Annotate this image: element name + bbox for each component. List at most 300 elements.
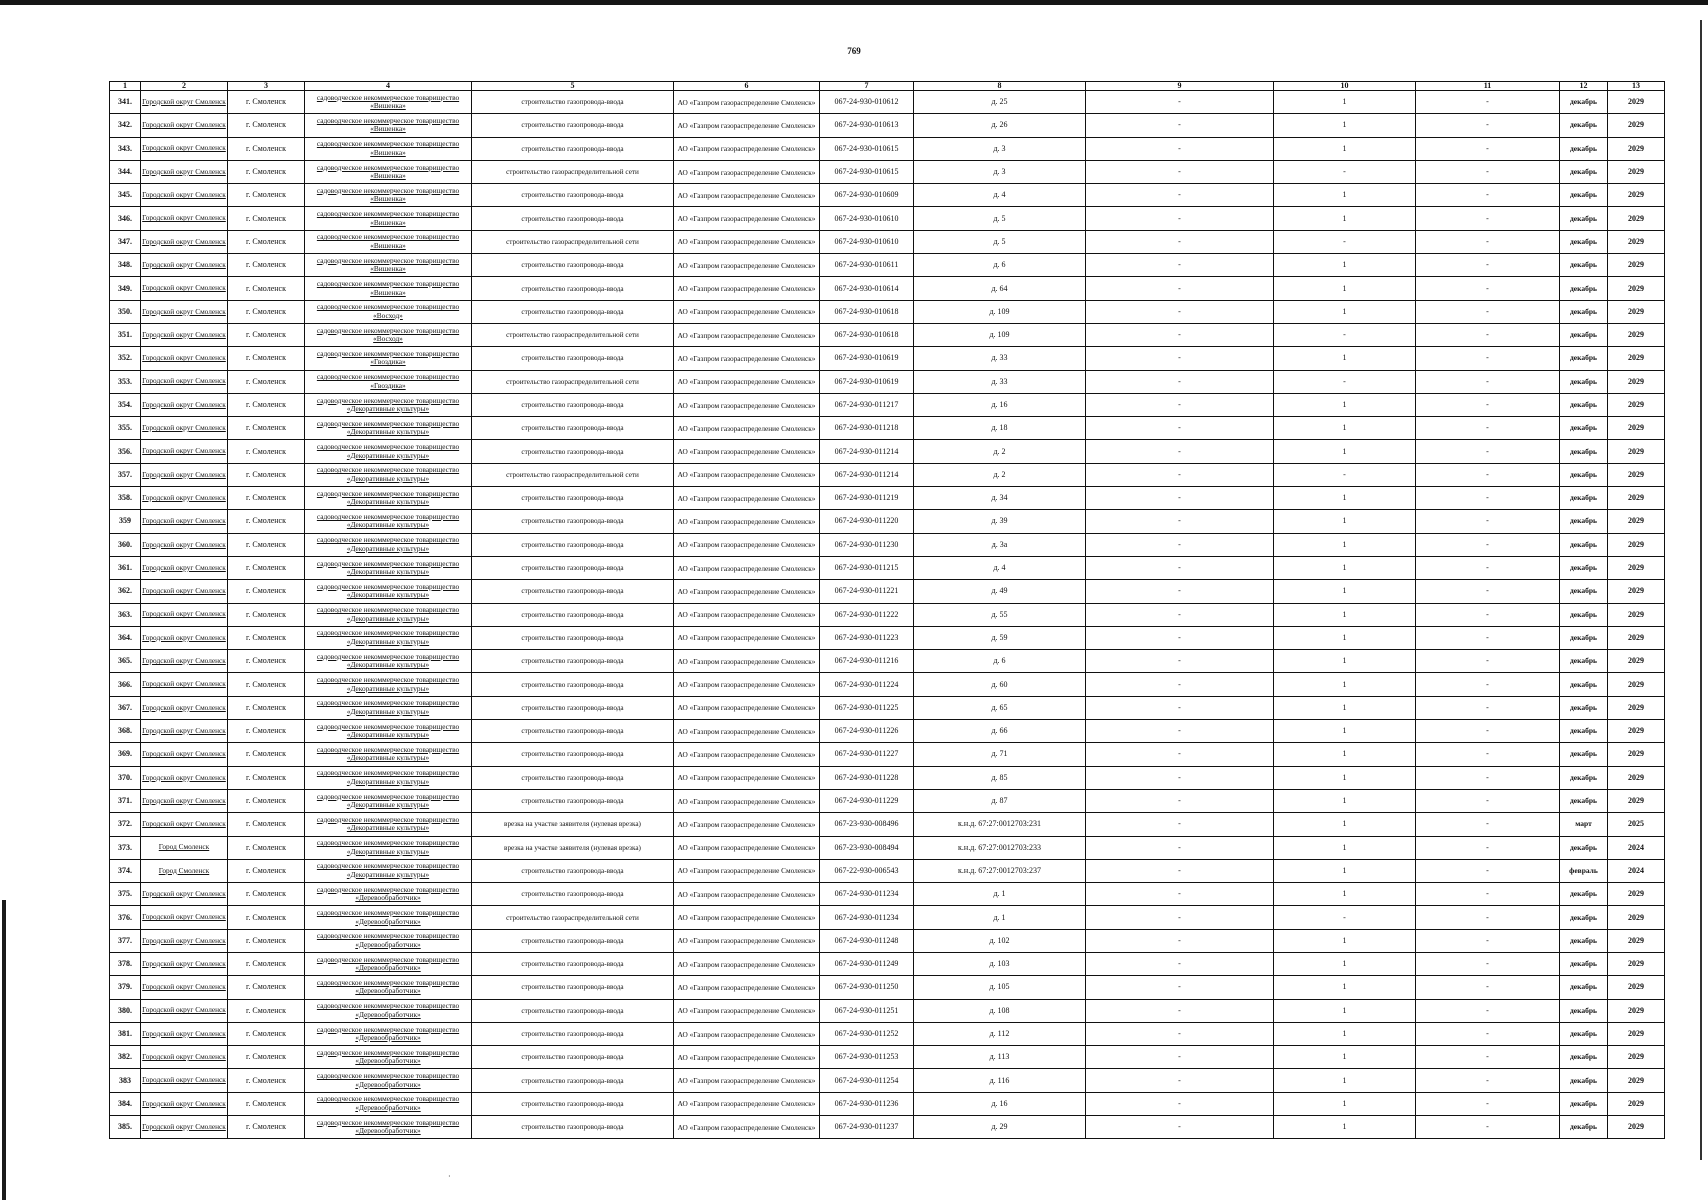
district-cell-text: Городской округ Смоленск	[142, 1005, 226, 1015]
executor-cell	[674, 976, 820, 999]
col11-cell: -	[1416, 184, 1560, 207]
year-cell: 2029	[1608, 347, 1665, 370]
row-number: 354.	[110, 393, 141, 416]
object-cell-text: садоводческое некоммерческое товарищество «Декоративные культуры»	[316, 465, 460, 483]
executor-cell-text: АО «Газпром газораспределение Смоленск»	[677, 633, 816, 643]
object-cell	[305, 580, 472, 603]
table-row	[110, 859, 1665, 882]
month-cell: декабрь	[1560, 1046, 1608, 1069]
executor-cell-text: АО «Газпром газораспределение Смоленск»	[677, 540, 816, 550]
code-cell: 067-23-930-008494	[820, 836, 914, 859]
code-cell: 067-24-930-010609	[820, 184, 914, 207]
col9-cell: -	[1086, 440, 1274, 463]
row-number: 344.	[110, 160, 141, 183]
address-cell: д. 65	[914, 696, 1086, 719]
col10-cell: 1	[1274, 114, 1416, 137]
table-row	[110, 510, 1665, 533]
work-type-cell: строительство газопровода-ввода	[472, 743, 674, 766]
work-type-cell: строительство газораспределительной сети	[472, 230, 674, 253]
col11-cell: -	[1416, 160, 1560, 183]
col10-cell: 1	[1274, 1069, 1416, 1092]
executor-cell	[674, 207, 820, 230]
address-cell: д. 66	[914, 720, 1086, 743]
code-cell: 067-24-930-011252	[820, 1022, 914, 1045]
address-cell: д. 33	[914, 370, 1086, 393]
year-cell: 2029	[1608, 976, 1665, 999]
district-cell-text: Городской округ Смоленск	[142, 749, 226, 759]
year-cell: 2029	[1608, 463, 1665, 486]
city-cell: г. Смоленск	[228, 463, 305, 486]
object-cell	[305, 160, 472, 183]
row-number: 379.	[110, 976, 141, 999]
object-cell-text: садоводческое некоммерческое товарищество «Декоративные культуры»	[316, 605, 460, 623]
col11-cell: -	[1416, 300, 1560, 323]
month-cell: декабрь	[1560, 906, 1608, 929]
executor-cell	[674, 1046, 820, 1069]
address-cell: д. 5	[914, 230, 1086, 253]
row-number: 362.	[110, 580, 141, 603]
work-type-cell: строительство газопровода-ввода	[472, 1046, 674, 1069]
year-cell: 2029	[1608, 673, 1665, 696]
col9-cell: -	[1086, 510, 1274, 533]
address-cell: д. 29	[914, 1116, 1086, 1139]
district-cell	[141, 487, 228, 510]
work-type-cell: строительство газопровода-ввода	[472, 347, 674, 370]
district-cell	[141, 137, 228, 160]
object-cell	[305, 906, 472, 929]
object-cell	[305, 487, 472, 510]
col9-cell: -	[1086, 650, 1274, 673]
year-cell: 2029	[1608, 510, 1665, 533]
address-cell: д. 112	[914, 1022, 1086, 1045]
district-cell	[141, 510, 228, 533]
object-cell	[305, 929, 472, 952]
object-cell	[305, 673, 472, 696]
col10-cell: 1	[1274, 696, 1416, 719]
address-cell: д. 33	[914, 347, 1086, 370]
executor-cell-text: АО «Газпром газораспределение Смоленск»	[677, 330, 816, 340]
col9-cell: -	[1086, 254, 1274, 277]
district-cell	[141, 906, 228, 929]
col10-cell: 1	[1274, 393, 1416, 416]
district-cell	[141, 1046, 228, 1069]
month-cell: декабрь	[1560, 277, 1608, 300]
executor-cell-text: АО «Газпром газораспределение Смоленск»	[677, 610, 816, 620]
city-cell: г. Смоленск	[228, 976, 305, 999]
work-type-cell: строительство газопровода-ввода	[472, 556, 674, 579]
scan-edge-right	[1700, 20, 1702, 1160]
row-number: 365.	[110, 650, 141, 673]
table-row	[110, 580, 1665, 603]
month-cell: февраль	[1560, 859, 1608, 882]
executor-cell-text: АО «Газпром газораспределение Смоленск»	[677, 843, 816, 853]
month-cell: декабрь	[1560, 976, 1608, 999]
district-cell	[141, 323, 228, 346]
col11-cell: -	[1416, 347, 1560, 370]
col11-cell: -	[1416, 254, 1560, 277]
col9-cell: -	[1086, 1069, 1274, 1092]
code-cell: 067-24-930-011225	[820, 696, 914, 719]
object-cell-text: садоводческое некоммерческое товарищество «Декоративные культуры»	[316, 488, 460, 507]
executor-cell	[674, 487, 820, 510]
address-cell: д. 6	[914, 254, 1086, 277]
row-number: 357.	[110, 463, 141, 486]
scan-edge-left	[2, 900, 6, 1200]
row-number: 374.	[110, 859, 141, 882]
code-cell: 067-24-930-011218	[820, 417, 914, 440]
executor-cell	[674, 1092, 820, 1115]
address-cell: д. 16	[914, 1092, 1086, 1115]
work-type-cell: строительство газопровода-ввода	[472, 277, 674, 300]
col9-cell: -	[1086, 859, 1274, 882]
executor-cell	[674, 766, 820, 789]
district-cell-text: Городской округ Смоленск	[142, 1075, 226, 1085]
district-cell	[141, 230, 228, 253]
col9-cell: -	[1086, 603, 1274, 626]
object-cell	[305, 743, 472, 766]
district-cell-text: Городской округ Смоленск	[142, 982, 226, 992]
executor-cell	[674, 230, 820, 253]
executor-cell-text: АО «Газпром газораспределение Смоленск»	[677, 144, 816, 154]
col11-cell: -	[1416, 556, 1560, 579]
year-cell: 2029	[1608, 929, 1665, 952]
table-row	[110, 440, 1665, 463]
year-cell: 2029	[1608, 696, 1665, 719]
code-cell: 067-24-930-011224	[820, 673, 914, 696]
col11-cell: -	[1416, 533, 1560, 556]
col11-cell: -	[1416, 626, 1560, 649]
table-row	[110, 487, 1665, 510]
table-row	[110, 393, 1665, 416]
executor-cell	[674, 603, 820, 626]
district-cell-text: Городской округ Смоленск	[142, 1052, 226, 1062]
col10-cell: 1	[1274, 254, 1416, 277]
district-cell	[141, 743, 228, 766]
object-cell	[305, 114, 472, 137]
executor-cell	[674, 91, 820, 114]
row-number: 341.	[110, 91, 141, 114]
row-number: 363.	[110, 603, 141, 626]
district-cell-text: Городской округ Смоленск	[142, 143, 226, 153]
object-cell	[305, 1116, 472, 1139]
district-cell	[141, 626, 228, 649]
district-cell	[141, 696, 228, 719]
row-number: 351.	[110, 323, 141, 346]
city-cell: г. Смоленск	[228, 650, 305, 673]
month-cell: декабрь	[1560, 160, 1608, 183]
col9-cell: -	[1086, 487, 1274, 510]
col11-cell: -	[1416, 91, 1560, 114]
city-cell: г. Смоленск	[228, 883, 305, 906]
executor-cell	[674, 929, 820, 952]
code-cell: 067-24-930-011221	[820, 580, 914, 603]
col9-cell: -	[1086, 976, 1274, 999]
executor-cell-text: АО «Газпром газораспределение Смоленск»	[677, 307, 816, 317]
executor-cell-text: АО «Газпром газораспределение Смоленск»	[677, 703, 816, 713]
table-row	[110, 650, 1665, 673]
object-cell-text: садоводческое некоммерческое товарищество «Декоративные культуры»	[316, 651, 460, 670]
city-cell: г. Смоленск	[228, 836, 305, 859]
executor-cell	[674, 673, 820, 696]
table-row	[110, 789, 1665, 812]
col9-cell: -	[1086, 533, 1274, 556]
executor-cell	[674, 999, 820, 1022]
executor-cell-text: АО «Газпром газораспределение Смоленск»	[677, 749, 816, 759]
object-cell	[305, 347, 472, 370]
executor-cell-text: АО «Газпром газораспределение Смоленск»	[677, 516, 816, 526]
col10-cell: 1	[1274, 813, 1416, 836]
work-type-cell: строительство газораспределительной сети	[472, 463, 674, 486]
row-number: 376.	[110, 906, 141, 929]
code-cell: 067-24-930-011253	[820, 1046, 914, 1069]
executor-cell	[674, 696, 820, 719]
object-cell-text: садоводческое некоммерческое товарищество «Деревообработчик»	[316, 1071, 460, 1089]
executor-cell-text: АО «Газпром газораспределение Смоленск»	[677, 586, 816, 596]
district-cell	[141, 440, 228, 463]
executor-cell	[674, 393, 820, 416]
col10-cell: 1	[1274, 440, 1416, 463]
row-number: 367.	[110, 696, 141, 719]
col10-cell: 1	[1274, 789, 1416, 812]
object-cell	[305, 836, 472, 859]
work-type-cell: строительство газопровода-ввода	[472, 976, 674, 999]
code-cell: 067-24-930-011254	[820, 1069, 914, 1092]
city-cell: г. Смоленск	[228, 1046, 305, 1069]
work-type-cell: строительство газопровода-ввода	[472, 603, 674, 626]
executor-cell-text: АО «Газпром газораспределение Смоленск»	[677, 796, 816, 806]
row-number: 350.	[110, 300, 141, 323]
table-row	[110, 300, 1665, 323]
month-cell: декабрь	[1560, 883, 1608, 906]
district-cell	[141, 789, 228, 812]
address-cell: д. 1	[914, 883, 1086, 906]
executor-cell	[674, 114, 820, 137]
col10-cell: 1	[1274, 673, 1416, 696]
year-cell: 2029	[1608, 533, 1665, 556]
work-type-cell: строительство газопровода-ввода	[472, 673, 674, 696]
col11-cell: -	[1416, 906, 1560, 929]
code-cell: 067-24-930-011217	[820, 393, 914, 416]
district-cell-text: Городской округ Смоленск	[142, 795, 226, 805]
col10-cell: 1	[1274, 883, 1416, 906]
month-cell: декабрь	[1560, 696, 1608, 719]
month-cell: декабрь	[1560, 114, 1608, 137]
executor-cell-text: АО «Газпром газораспределение Смоленск»	[677, 167, 816, 177]
col9-cell: -	[1086, 626, 1274, 649]
month-cell: декабрь	[1560, 184, 1608, 207]
year-cell: 2029	[1608, 906, 1665, 929]
stray-mark: ·	[448, 1172, 451, 1181]
object-cell-text: садоводческое некоммерческое товарищество «Вишенка»	[316, 279, 460, 297]
col-header-2: 2	[141, 82, 228, 91]
object-cell	[305, 440, 472, 463]
city-cell: г. Смоленск	[228, 114, 305, 137]
table-row	[110, 463, 1665, 486]
table-row	[110, 696, 1665, 719]
object-cell-text: садоводческое некоммерческое товарищество «Декоративные культуры»	[316, 791, 460, 810]
object-cell	[305, 184, 472, 207]
month-cell: декабрь	[1560, 510, 1608, 533]
col-header-9: 9	[1086, 82, 1274, 91]
address-cell: д. 4	[914, 556, 1086, 579]
work-type-cell: строительство газопровода-ввода	[472, 417, 674, 440]
object-cell-text: садоводческое некоммерческое товарищество «Деревообработчик»	[316, 908, 460, 926]
executor-cell	[674, 323, 820, 346]
district-cell	[141, 370, 228, 393]
district-cell	[141, 883, 228, 906]
district-cell	[141, 463, 228, 486]
col11-cell: -	[1416, 999, 1560, 1022]
executor-cell	[674, 836, 820, 859]
object-cell-text: садоводческое некоммерческое товарищество «Декоративные культуры»	[316, 442, 460, 460]
row-number: 345.	[110, 184, 141, 207]
city-cell: г. Смоленск	[228, 207, 305, 230]
work-type-cell: строительство газопровода-ввода	[472, 300, 674, 323]
object-cell	[305, 603, 472, 626]
district-cell	[141, 813, 228, 836]
object-cell-text: садоводческое некоммерческое товарищество «Декоративные культуры»	[316, 535, 460, 553]
year-cell: 2025	[1608, 813, 1665, 836]
year-cell: 2029	[1608, 300, 1665, 323]
district-cell	[141, 393, 228, 416]
work-type-cell: строительство газопровода-ввода	[472, 487, 674, 510]
city-cell: г. Смоленск	[228, 1069, 305, 1092]
col10-cell: -	[1274, 370, 1416, 393]
address-cell: д. 3	[914, 137, 1086, 160]
executor-cell-text: АО «Газпром газораспределение Смоленск»	[677, 889, 816, 899]
row-number: 356.	[110, 440, 141, 463]
month-cell: декабрь	[1560, 1022, 1608, 1045]
month-cell: декабрь	[1560, 766, 1608, 789]
address-cell: д. 34	[914, 487, 1086, 510]
object-cell-text: садоводческое некоммерческое товарищество «Декоративные культуры»	[316, 768, 460, 786]
object-cell-text: садоводческое некоммерческое товарищество «Декоративные культуры»	[316, 675, 460, 693]
col-header-10: 10	[1274, 82, 1416, 91]
col11-cell: -	[1416, 463, 1560, 486]
col9-cell: -	[1086, 766, 1274, 789]
executor-cell	[674, 859, 820, 882]
col9-cell: -	[1086, 347, 1274, 370]
district-cell	[141, 277, 228, 300]
district-cell-text: Городской округ Смоленск	[142, 539, 226, 549]
address-cell: д. 116	[914, 1069, 1086, 1092]
object-cell	[305, 1022, 472, 1045]
address-cell: д. 60	[914, 673, 1086, 696]
col11-cell: -	[1416, 510, 1560, 533]
city-cell: г. Смоленск	[228, 580, 305, 603]
object-cell-text: садоводческое некоммерческое товарищество «Вишенка»	[316, 255, 460, 274]
col9-cell: -	[1086, 743, 1274, 766]
city-cell: г. Смоленск	[228, 906, 305, 929]
district-cell	[141, 254, 228, 277]
col10-cell: 1	[1274, 859, 1416, 882]
object-cell-text: садоводческое некоммерческое товарищество «Деревообработчик»	[316, 1001, 460, 1019]
top-rule	[0, 0, 1708, 5]
month-cell: декабрь	[1560, 393, 1608, 416]
work-type-cell: строительство газопровода-ввода	[472, 720, 674, 743]
address-cell: к.н.д. 67:27:0012703:231	[914, 813, 1086, 836]
table-row	[110, 883, 1665, 906]
col11-cell: -	[1416, 859, 1560, 882]
col10-cell: 1	[1274, 1092, 1416, 1115]
table-row	[110, 323, 1665, 346]
code-cell: 067-24-930-011215	[820, 556, 914, 579]
work-type-cell: строительство газопровода-ввода	[472, 650, 674, 673]
object-cell	[305, 393, 472, 416]
executor-cell	[674, 277, 820, 300]
executor-cell-text: АО «Газпром газораспределение Смоленск»	[677, 470, 816, 480]
table-row	[110, 556, 1665, 579]
month-cell: декабрь	[1560, 137, 1608, 160]
code-cell: 067-24-930-010613	[820, 114, 914, 137]
month-cell: декабрь	[1560, 673, 1608, 696]
district-cell	[141, 952, 228, 975]
executor-cell-text: АО «Газпром газораспределение Смоленск»	[677, 1076, 816, 1086]
year-cell: 2024	[1608, 836, 1665, 859]
object-cell-text: садоводческое некоммерческое товарищество «Декоративные культуры»	[316, 581, 460, 600]
district-cell-text: Городской округ Смоленск	[142, 492, 226, 502]
executor-cell-text: АО «Газпром газораспределение Смоленск»	[677, 913, 816, 923]
object-cell-text: садоводческое некоммерческое товарищество «Декоративные культуры»	[316, 628, 460, 646]
row-number: 371.	[110, 789, 141, 812]
year-cell: 2029	[1608, 1046, 1665, 1069]
code-cell: 067-24-930-011220	[820, 510, 914, 533]
month-cell: декабрь	[1560, 300, 1608, 323]
city-cell: г. Смоленск	[228, 673, 305, 696]
col9-cell: -	[1086, 463, 1274, 486]
city-cell: г. Смоленск	[228, 999, 305, 1022]
code-cell: 067-24-930-010615	[820, 160, 914, 183]
col9-cell: -	[1086, 789, 1274, 812]
district-cell-text: Городской округ Смоленск	[142, 656, 226, 666]
object-cell	[305, 370, 472, 393]
executor-cell-text: АО «Газпром газораспределение Смоленск»	[677, 1006, 816, 1016]
code-cell: 067-24-930-011234	[820, 883, 914, 906]
row-number: 360.	[110, 533, 141, 556]
col-header-8: 8	[914, 82, 1086, 91]
month-cell: декабрь	[1560, 1092, 1608, 1115]
object-cell	[305, 1046, 472, 1069]
executor-cell-text: АО «Газпром газораспределение Смоленск»	[677, 1122, 816, 1132]
table-row	[110, 137, 1665, 160]
year-cell: 2029	[1608, 766, 1665, 789]
col-header-13: 13	[1608, 82, 1665, 91]
object-cell-text: садоводческое некоммерческое товарищество «Вишенка»	[316, 232, 460, 250]
code-cell: 067-24-930-011237	[820, 1116, 914, 1139]
table-row	[110, 370, 1665, 393]
work-type-cell: строительство газопровода-ввода	[472, 393, 674, 416]
object-cell-text: садоводческое некоммерческое товарищество «Декоративные культуры»	[316, 814, 460, 833]
object-cell-text: садоводческое некоммерческое товарищество «Декоративные культуры»	[316, 861, 460, 879]
work-type-cell: строительство газопровода-ввода	[472, 1092, 674, 1115]
address-cell: д. 55	[914, 603, 1086, 626]
month-cell: декабрь	[1560, 254, 1608, 277]
object-cell	[305, 417, 472, 440]
district-cell-text: Городской округ Смоленск	[142, 702, 226, 712]
district-cell	[141, 91, 228, 114]
col9-cell: -	[1086, 417, 1274, 440]
col10-cell: 1	[1274, 836, 1416, 859]
district-cell-text: Городской округ Смоленск	[142, 679, 226, 689]
district-cell-text: Городской округ Смоленск	[142, 236, 226, 246]
city-cell: г. Смоленск	[228, 393, 305, 416]
city-cell: г. Смоленск	[228, 160, 305, 183]
district-cell	[141, 603, 228, 626]
col10-cell: 1	[1274, 952, 1416, 975]
col-header-4: 4	[305, 82, 472, 91]
col10-cell: 1	[1274, 137, 1416, 160]
address-cell: д. 3а	[914, 533, 1086, 556]
